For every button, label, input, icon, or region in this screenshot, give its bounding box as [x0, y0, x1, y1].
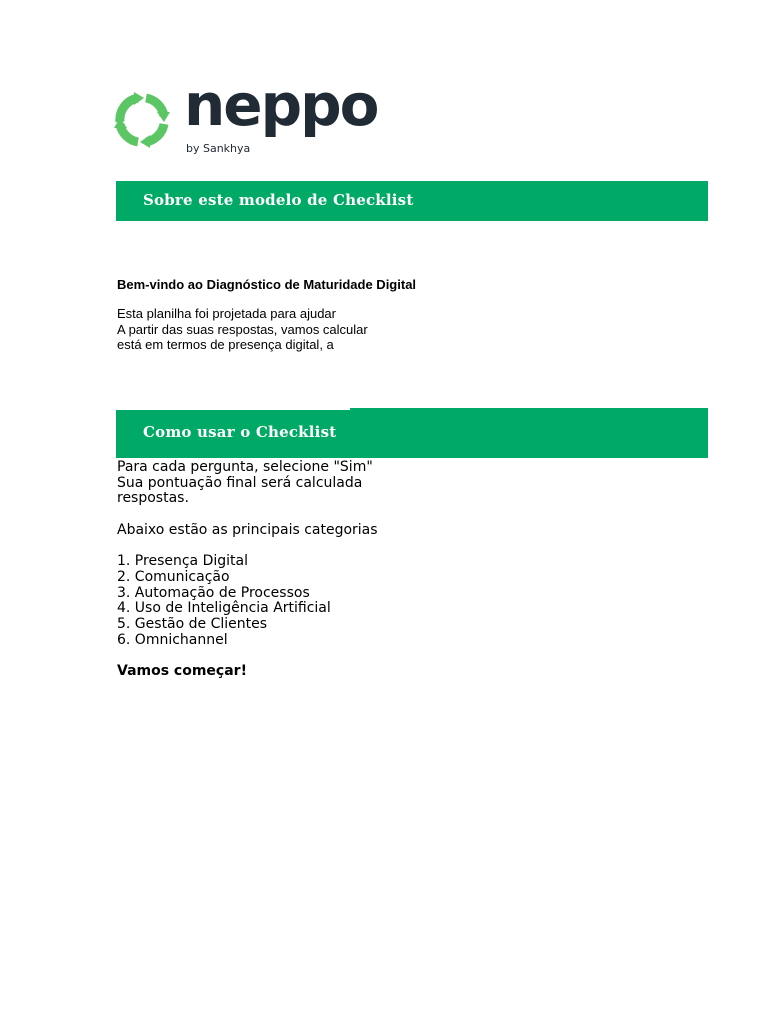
welcome-heading: Bem-vindo ao Diagnóstico de Maturidade Digital [117, 277, 417, 292]
categories-intro: Abaixo estão as principais categorias [117, 521, 378, 538]
logo-wordmark: neppo [184, 71, 378, 139]
category-item: 4. Uso de Inteligência Artificial [117, 600, 331, 617]
category-item: 5. Gestão de Clientes [117, 615, 268, 632]
neppo-logo [114, 71, 378, 160]
category-item: 2. Comunicação [117, 568, 230, 585]
cta-text: Vamos começar! [117, 663, 247, 679]
usage-line: Sua pontuação final será calculada [117, 474, 363, 491]
category-item: 1. Presença Digital [117, 553, 248, 570]
category-item: 3. Automação de Processos [117, 584, 310, 601]
intro-line: Esta planilha foi projetada para ajudar [117, 306, 336, 321]
section2-band-right [350, 408, 708, 458]
intro-paragraph [117, 306, 368, 353]
usage-line: Para cada pergunta, selecione "Sim" [117, 459, 373, 475]
section2-title: Como usar o Checklist [143, 423, 337, 441]
intro-line: A partir das suas respostas, vamos calcular [117, 321, 368, 337]
neppo-logo-mark-icon [114, 92, 170, 148]
usage-line: respostas. [117, 490, 189, 507]
category-item: 6. Omnichannel [117, 631, 228, 648]
intro-line: está em termos de presença digital, a [117, 337, 334, 353]
section2-band [116, 410, 350, 458]
logo-tagline: by Sankhya [186, 142, 251, 155]
section1-title: Sobre este modelo de Checklist [143, 191, 414, 209]
usage-instructions [117, 460, 378, 648]
section1-band [116, 181, 414, 221]
